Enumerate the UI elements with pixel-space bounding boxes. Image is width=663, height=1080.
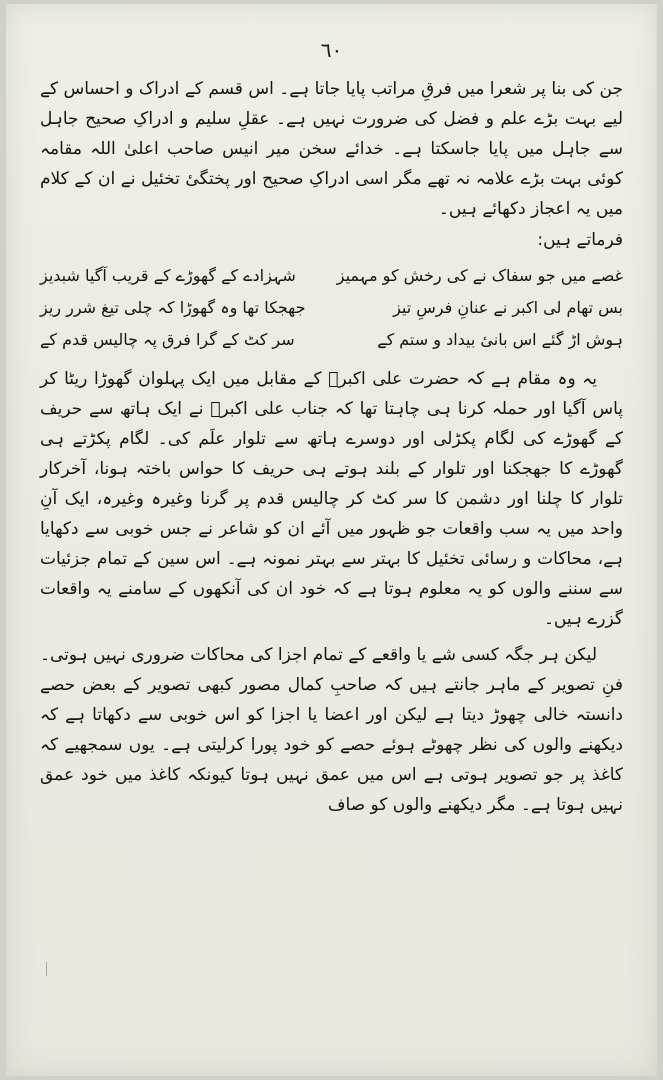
- paragraph-intro: جن کی بنا پر شعرا میں فرقِ مراتب پایا جاتا ہے۔ اس قسم کے ادراک و احساس کے لیے بہت بڑے علم و فضل کی ضرورت نہیں ہے۔ عقلِ سلیم و ادراکِ صحیح جاہل سے جاہل میں پایا جاسکتا ہے۔ خدائے سخن میر انیس صاحب اعلیٰ اللہ مقامہ کوئی بہت بڑے علامہ نہ تھے مگر اسی ادراکِ صحیح اور پختگیٔ تخئیل نے ان کے کلام میں یہ اعجاز دکھائے ہیں۔: [40, 79, 623, 219]
- verse-second-half: جھجکا تھا وہ گھوڑا کہ چلی تیغ شرر ریز: [40, 298, 306, 317]
- margin-mark: [46, 962, 51, 976]
- verse-line: [40, 260, 623, 292]
- paragraph-commentary: یہ وہ مقام ہے کہ حضرت علی اکبرؑ کے مقابل میں ایک پہلوان گھوڑا ریٹا کر پاس آگیا اور حملہ کرنا ہی چاہتا تھا کہ جناب علی اکبرؑ نے ایک ہاتھ سے حریف کے گھوڑے کی لگام پکڑلی اور دوسرے ہاتھ سے تلوار علَم کی۔ لگام پکڑتے ہی گھوڑے کا جھجکنا اور تلوار کے بلند ہوتے ہی حریف کا حواس باختہ ہونا، آخرکار تلوار کا چلنا اور دشمن کا سر کٹ کر چالیس قدم پر گرنا وغیرہ وغیرہ، ایک آنِ واحد میں یہ سب واقعات جو ظہور میں آئے ان کو شاعر نے جس خوبی سے دکھایا ہے، محاکات و رسائی تخئیل کا بہتر سے بہتر نمونہ ہے۔ اس سین کے تمام جزئیات سے سننے والوں کو یہ معلوم ہوتا ہے کہ خود ان کی آنکھوں کے سامنے یہ واقعات گزرے ہیں۔: [40, 369, 623, 629]
- verse-first-half: غصے میں جو سفاک نے کی رخش کو مہمیز: [336, 266, 623, 285]
- verse-lead-in: فرماتے ہیں:: [537, 230, 623, 250]
- verse-line: [40, 324, 623, 356]
- verse-line: [40, 292, 623, 324]
- page-number: ٦٠: [320, 38, 343, 62]
- page-body: [40, 74, 623, 1036]
- book-page: [6, 4, 657, 1076]
- verse-block: [40, 260, 623, 356]
- verse-second-half: سر کٹ کے گرا فرق پہ چالیس قدم کے: [40, 330, 295, 349]
- verse-first-half: بس تھام لی اکبر نے عنانِ فرسِ تیز: [393, 298, 623, 317]
- verse-second-half: شہزادے کے گھوڑے کے قریب آگیا شبدیز: [40, 266, 296, 285]
- verse-first-half: ہوش اڑ گئے اس بانیٔ بیداد و ستم کے: [377, 330, 623, 349]
- paragraph-painting-analogy: لیکن ہر جگہ کسی شے یا واقعے کے تمام اجزا کی محاکات ضروری نہیں ہوتی۔ فنِ تصویر کے ماہر جانتے ہیں کہ صاحبِ کمال مصور کبھی تصویر کے بعض حصے دانستہ خالی چھوڑ دیتا ہے لیکن اور اعضا یا اجزا کو اس خوبی سے دکھاتا ہے کہ دیکھنے والوں کی نظر چھوٹے ہوئے حصے کو خود پورا کرلیتی ہے۔ یوں سمجھیے کہ کاغذ پر جو تصویر ہوتی ہے اس میں عمق نہیں ہوتا کیونکہ کاغذ میں خود عمق نہیں ہوتا ہے۔ مگر دیکھنے والوں کو صاف: [40, 645, 623, 815]
